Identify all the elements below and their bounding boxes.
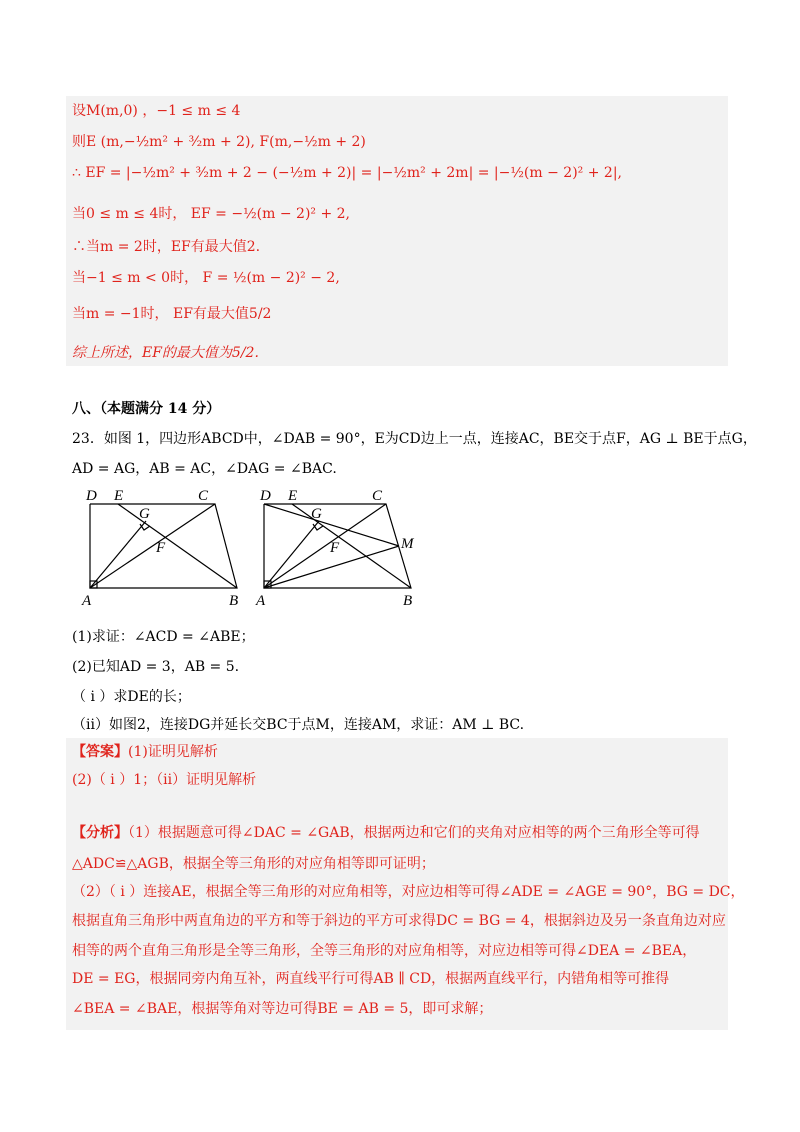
question-stem: AD = AG，AB = AC，∠DAG = ∠BAC. — [72, 461, 337, 477]
point-label-A: A — [256, 593, 266, 609]
analysis-line — [72, 822, 700, 842]
point-label-E: E — [114, 488, 124, 504]
solution-line: 设M(m,0) ，−1 ≤ m ≤ 4 — [72, 103, 241, 119]
solution-line: 则E (m,−½m² + ³⁄₂m + 2), F(m,−½m + 2) — [72, 134, 366, 150]
solution-line: ∴ EF = |−½m² + ³⁄₂m + 2 − (−½m + 2)| = |−½m² + 2m| = |−½(m − 2)² + 2|, — [72, 165, 622, 181]
figure-1 — [80, 484, 255, 609]
question-part: (2)已知AD = 3，AB = 5. — [72, 659, 240, 675]
solution-line: 当−1 ≤ m < 0时， F = ½(m − 2)² − 2, — [72, 270, 340, 286]
figure-2 — [254, 484, 429, 609]
point-label-E: E — [288, 488, 298, 504]
analysis-line: 根据直角三角形中两直角边的平方和等于斜边的平方可求得DC = BG = 4，根据斜边及另一条直角边对应 — [72, 913, 726, 929]
solution-line: 当0 ≤ m ≤ 4时， EF = −½(m − 2)² + 2, — [72, 206, 351, 222]
point-label-D: D — [86, 488, 97, 504]
point-label-G: G — [311, 506, 322, 522]
question-part: (1)求证：∠ACD = ∠ABE； — [72, 629, 255, 645]
answer-line: (2)（ i ）1；（ii）证明见解析 — [72, 772, 257, 788]
point-label-F: F — [330, 540, 340, 556]
analysis-line: △ADC≌△AGB，根据全等三角形的对应角相等即可证明； — [72, 856, 435, 872]
point-label-G: G — [139, 506, 150, 522]
point-label-M: M — [401, 536, 414, 552]
analysis-label: 【分析】 — [72, 825, 128, 841]
analysis-line: （2）（ i ）连接AE，根据全等三角形的对应角相等，对应边相等可得∠ADE = ∠AGE = 90°，BG = DC， — [72, 884, 745, 900]
point-label-A: A — [82, 593, 92, 609]
solution-line: ∴当m = 2时，EF有最大值2. — [72, 239, 261, 255]
analysis-line: ∠BEA = ∠BAE，根据等角对等边可得BE = AB = 5，即可求解； — [72, 1001, 493, 1017]
question-part: （ii）如图2，连接DG并延长交BC于点M，连接AM，求证：AM ⊥ BC. — [72, 717, 525, 733]
point-label-F: F — [156, 540, 166, 556]
point-label-B: B — [229, 593, 239, 609]
section-heading: 八、（本题满分 14 分） — [72, 401, 221, 417]
point-label-D: D — [260, 488, 271, 504]
solution-line: 当m = −1时， EF有最大值5/2 — [72, 306, 272, 322]
analysis-line: 相等的两个直角三角形是全等三角形，全等三角形的对应角相等，对应边相等可得∠DEA = ∠BEA， — [72, 943, 697, 959]
point-label-B: B — [403, 593, 413, 609]
question-stem: 23．如图 1，四边形ABCD中，∠DAB = 90°，E为CD边上一点，连接AC，BE交于点F，AG ⊥ BE于点G， — [72, 431, 757, 447]
answer-text: (1)证明见解析 — [128, 744, 218, 760]
analysis-text: （1）根据题意可得∠DAC = ∠GAB，根据两边和它们的夹角对应相等的两个三角形全等可得 — [128, 825, 700, 841]
point-label-C: C — [372, 488, 383, 504]
answer-label: 【答案】 — [72, 744, 128, 760]
point-label-C: C — [198, 488, 209, 504]
question-part: （ i ）求DE的长； — [72, 689, 191, 705]
answer-line — [72, 741, 218, 761]
solution-line: 综上所述，EF的最大值为5/2. — [72, 345, 259, 361]
analysis-line: DE = EG，根据同旁内角互补，两直线平行可得AB ∥ CD，根据两直线平行，内错角相等可推得 — [72, 971, 670, 987]
